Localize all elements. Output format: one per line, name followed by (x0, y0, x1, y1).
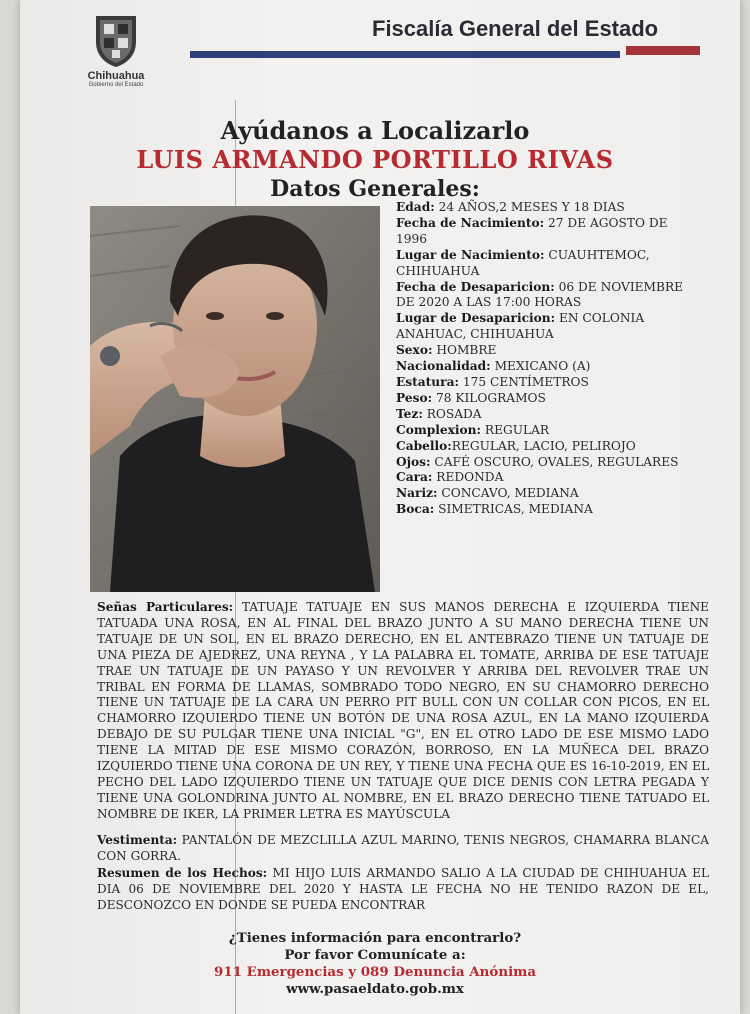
website-link[interactable]: www.pasaeldato.gob.mx (286, 981, 464, 997)
detail-birth-date (396, 216, 698, 248)
general-data-list (396, 200, 698, 518)
detail-label: Estatura: (396, 374, 459, 389)
general-data-heading: Datos Generales: (270, 176, 480, 202)
header-blue-bar (190, 51, 620, 58)
distinguishing-marks-label: Señas Particulares: (97, 600, 234, 614)
info-question: ¿Tienes información para encontrarlo? (228, 930, 522, 946)
detail-label: Sexo: (396, 343, 433, 358)
detail-value: 78 KILOGRAMOS (435, 390, 546, 405)
detail-disappearance-place (396, 311, 698, 343)
detail-value: CAFÉ OSCURO, OVALES, REGULARES (434, 454, 679, 469)
summary-paragraph (97, 866, 709, 914)
detail-value: MEXICANO (A) (494, 359, 591, 374)
detail-value: CONCAVO, MEDIANA (441, 486, 579, 501)
header-red-bar (626, 46, 700, 55)
state-logo (80, 12, 152, 97)
detail-label: Cara: (396, 470, 433, 485)
detail-nose (396, 486, 698, 502)
agency-title: Fiscalía General del Estado (372, 16, 659, 41)
contact-footer (0, 930, 750, 998)
detail-value: EN COLONIA ANAHUAC, CHIHUAHUA (396, 311, 645, 342)
summary-label: Resumen de los Hechos: (97, 866, 268, 880)
detail-label: Lugar de Desaparicion: (396, 311, 556, 326)
detail-label: Lugar de Nacimiento: (396, 247, 545, 262)
missing-person-name: LUIS ARMANDO PORTILLO RIVAS (136, 145, 614, 174)
detail-value: SIMETRICAS, MEDIANA (438, 502, 593, 517)
detail-value: 175 CENTÍMETROS (462, 374, 589, 389)
detail-value: CUAUHTEMOC, CHIHUAHUA (396, 247, 650, 278)
detail-height (396, 375, 698, 391)
detail-age (396, 200, 698, 216)
detail-label: Nacionalidad: (396, 359, 491, 374)
contact-prompt: Por favor Comunícate a: (284, 947, 466, 963)
missing-person-photo (90, 206, 380, 592)
detail-disappearance-date (396, 280, 698, 312)
detail-label: Cabello: (396, 438, 452, 453)
detail-nationality (396, 359, 698, 375)
distinguishing-marks-paragraph (97, 600, 709, 823)
logo-government-label: Gobierno del Estado (88, 82, 144, 88)
clothing-text: PANTALÓN DE MEZCLILLA AZUL MARINO, TENIS NEGROS, CHAMARRA BLANCA CON GORRA. (97, 833, 709, 863)
detail-label: Edad: (396, 200, 435, 214)
detail-complexion-tone (396, 407, 698, 423)
detail-eyes (396, 455, 698, 471)
detail-label: Fecha de Desaparicion: (396, 279, 555, 294)
detail-birth-place (396, 248, 698, 280)
detail-value: REDONDA (436, 470, 504, 485)
clothing-paragraph (97, 833, 709, 865)
detail-value: REGULAR (484, 422, 550, 437)
detail-value: REGULAR, LACIO, PELIROJO (451, 438, 636, 453)
detail-hair (396, 439, 698, 455)
detail-label: Complexion: (396, 422, 482, 437)
detail-value: ROSADA (426, 406, 482, 421)
detail-value: 06 DE NOVIEMBRE DE 2020 A LAS 17:00 HORAS (396, 279, 684, 310)
detail-label: Boca: (396, 502, 435, 517)
detail-weight (396, 391, 698, 407)
help-locate-heading: Ayúdanos a Localizarlo (220, 116, 530, 145)
detail-mouth (396, 502, 698, 518)
distinguishing-marks-text: TATUAJE TATUAJE EN SUS MANOS DERECHA E IZQUIERDA TIENE TATUADA UNA ROSA, EN AL FINAL DEL BRAZO JUNTO A SU MANO DERECHA TIENE UN TATUAJE DE UN SOL, EN EL BRAZO DERECHO, EN EL ANTEBRAZO TIENE UN TATUAJE DE UNA PIEZA DE AJEDREZ, UNA REYNA , Y LA PALABRA EL TOMATE, ARRIBA DE ESE TATUAJE TRAE UN TATUAJE DE UN PAYASO Y UN REVOLVER Y ARRIBA DEL REVOLVER TRAE UN TRIBAL EN FORMA DE LLAMAS, SOMBRADO TODO NEGRO, EN SU CHAMORRO DERECHO TIENE UN TATUAJE DE LA CARA UN PERRO PIT BULL CON UN COLLAR CON PICOS, EN EL CHAMORRO IZQUIERDO TIENE UN BOTÓN DE UNA ROSA AZUL, EN LA MANO IZQUIERDA DEBAJO DE SU PULGAR TIENE UNA INICIAL "G", EN EL OTRO LADO DE ESE MISMO LADO TIENE LA MITAD DE ESE MISMO CORAZÓN, BORROSO, EN LA MUÑECA DEL BRAZO IZQUIERDO TIENE UNA CORONA DE UN REY, Y TIENE UNA FECHA QUE ES 16-10-2019, EN EL PECHO DEL LADO IZQUIERDO TIENE UN TATUAJE QUE DICE DENIS CON LETRA PEGADA Y TIENE UNA GOLONDRINA JUNTO AL NOMBRE, EN EL BRAZO DERECHO TIENE TATUADO EL NOMBRE DE IKER, LA PRIMER LETRA ES MAYÚSCULA (97, 600, 709, 821)
detail-value: 27 DE AGOSTO DE 1996 (396, 215, 668, 246)
detail-build (396, 423, 698, 439)
detail-sex (396, 343, 698, 359)
detail-label: Peso: (396, 390, 433, 405)
detail-value: HOMBRE (436, 343, 497, 358)
detail-value: 24 AÑOS,2 MESES Y 18 DIAS (438, 200, 625, 214)
detail-label: Tez: (396, 406, 423, 421)
detail-label: Fecha de Nacimiento: (396, 215, 545, 230)
emergency-numbers: 911 Emergencias y 089 Denuncia Anónima (214, 964, 536, 980)
detail-label: Nariz: (396, 486, 438, 501)
summary-text: MI HIJO LUIS ARMANDO SALIO A LA CIUDAD DE CHIHUAHUA EL DIA 06 DE NOVIEMBRE DEL 2020 Y HASTA LE FECHA NO HE TENIDO RAZON DE EL, DESCONOZCO EN DONDE SE PUEDA ENCONTRAR (97, 866, 709, 912)
clothing-label: Vestimenta: (97, 833, 178, 847)
logo-state-name: Chihuahua (87, 70, 145, 82)
detail-face (396, 470, 698, 486)
coat-of-arms-icon (90, 12, 142, 68)
detail-label: Ojos: (396, 454, 431, 469)
